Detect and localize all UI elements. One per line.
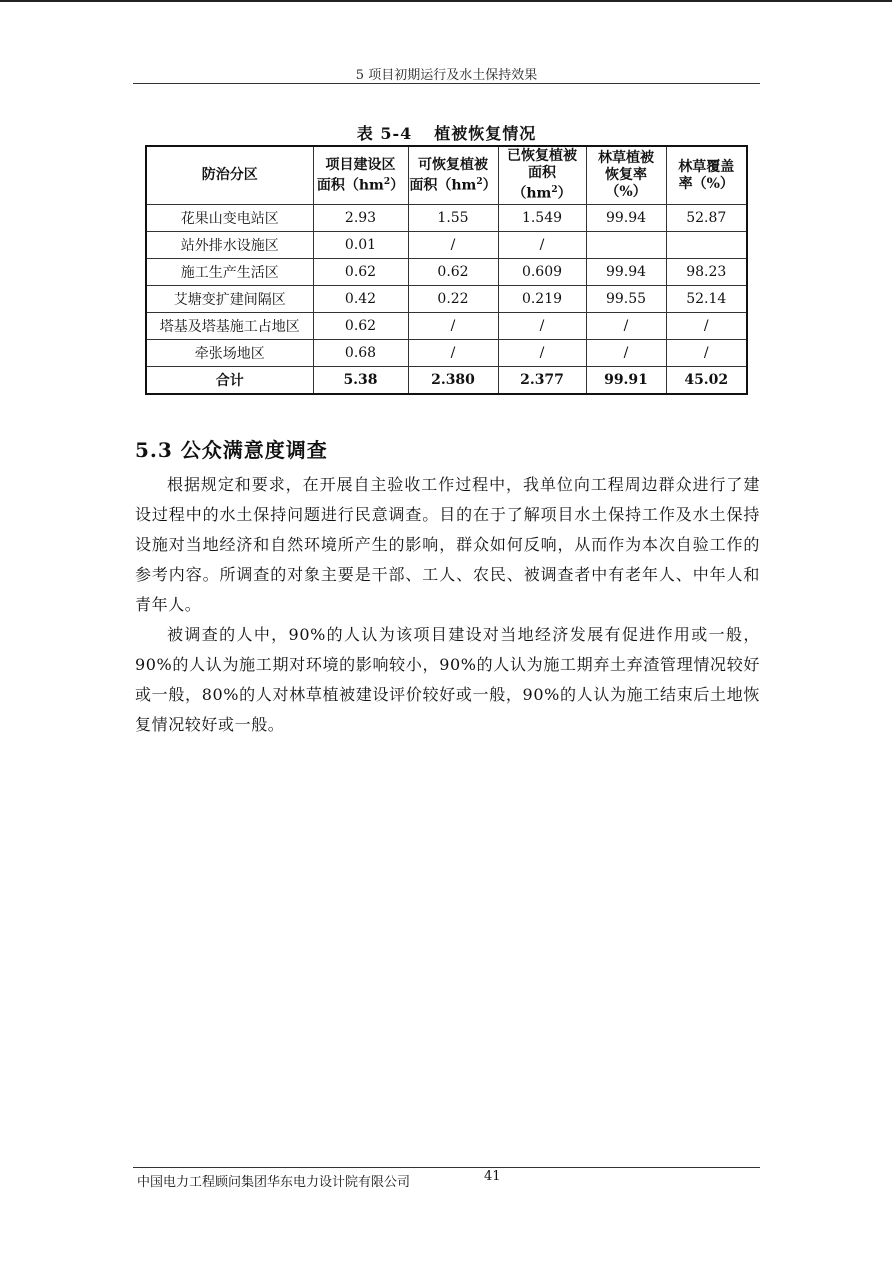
header-restorable-area: 可恢复植被 面积$(hm^2)$ xyxy=(408,146,498,205)
cell-restored-area: 0.219 xyxy=(498,286,586,313)
cell-construction-area: 0.01 xyxy=(313,232,408,259)
cell-construction-area: 0.62 xyxy=(313,259,408,286)
header-divider xyxy=(133,83,760,84)
total-restored-area: 2.377 xyxy=(498,367,586,395)
table-header-row xyxy=(146,146,747,205)
page-number: 41 xyxy=(484,1169,501,1184)
table-row xyxy=(146,205,747,232)
cell-recovery-rate: 99.94 xyxy=(586,205,666,232)
cell-restored-area: 0.609 xyxy=(498,259,586,286)
table-row xyxy=(146,340,747,367)
total-restorable-area: 2.380 xyxy=(408,367,498,395)
cell-restored-area: / xyxy=(498,232,586,259)
cell-coverage-rate: 52.87 xyxy=(666,205,747,232)
cell-recovery-rate: 99.94 xyxy=(586,259,666,286)
cell-zone: 牵张场地区 xyxy=(146,340,313,367)
cell-construction-area: 0.42 xyxy=(313,286,408,313)
cell-construction-area: 2.93 xyxy=(313,205,408,232)
cell-zone: 花果山变电站区 xyxy=(146,205,313,232)
cell-restorable-area: / xyxy=(408,340,498,367)
cell-coverage-rate: / xyxy=(666,313,747,340)
paragraph: 被调查的人中，90%的人认为该项目建设对当地经济发展有促进作用或一般，90%的人认为施工期对环境的影响较小，90%的人认为施工期弃土弃渣管理情况较好或一般，80%的人对林草植被建设评价较好或一般，90%的人认为施工结束后土地恢复情况较好或一般。 xyxy=(135,625,760,734)
cell-coverage-rate: 98.23 xyxy=(666,259,747,286)
cell-restorable-area: 1.55 xyxy=(408,205,498,232)
table-caption xyxy=(145,121,748,144)
cell-zone: 站外排水设施区 xyxy=(146,232,313,259)
total-coverage-rate: 45.02 xyxy=(666,367,747,395)
cell-restorable-area: 0.62 xyxy=(408,259,498,286)
header-restored-area: 已恢复植被 面积$(hm^2)$ xyxy=(498,146,586,205)
section-heading: 5.3 公众满意度调查 xyxy=(135,438,328,462)
table-row xyxy=(146,259,747,286)
cell-restorable-area: / xyxy=(408,232,498,259)
running-header: 5 项目初期运行及水土保持效果 xyxy=(355,68,538,83)
vegetation-recovery-table xyxy=(145,145,748,395)
header-recovery-rate: 林草植被 恢复率 （%） xyxy=(586,146,666,205)
cell-construction-area: 0.68 xyxy=(313,340,408,367)
table-total-row xyxy=(146,367,747,395)
cell-coverage-rate xyxy=(666,232,747,259)
footer-divider xyxy=(133,1167,760,1168)
cell-coverage-rate: / xyxy=(666,340,747,367)
cell-recovery-rate xyxy=(586,232,666,259)
page-top-border xyxy=(0,0,892,2)
section-body xyxy=(135,470,760,740)
table-row xyxy=(146,286,747,313)
table-row xyxy=(146,313,747,340)
total-recovery-rate: 99.91 xyxy=(586,367,666,395)
cell-restorable-area: / xyxy=(408,313,498,340)
header-construction-area: 项目建设区 面积$(hm^2)$ xyxy=(313,146,408,205)
total-label: 合计 xyxy=(146,367,313,395)
header-coverage-rate: 林草覆盖 率（%） xyxy=(666,146,747,205)
cell-restored-area: 1.549 xyxy=(498,205,586,232)
cell-recovery-rate: 99.55 xyxy=(586,286,666,313)
cell-recovery-rate: / xyxy=(586,313,666,340)
footer-organization: 中国电力工程顾问集团华东电力设计院有限公司 xyxy=(137,1175,411,1190)
cell-restorable-area: 0.22 xyxy=(408,286,498,313)
table-caption-number: 表 5-4 xyxy=(356,124,413,143)
cell-recovery-rate: / xyxy=(586,340,666,367)
total-construction-area: 5.38 xyxy=(313,367,408,395)
cell-restored-area: / xyxy=(498,313,586,340)
cell-construction-area: 0.62 xyxy=(313,313,408,340)
paragraph: 根据规定和要求，在开展自主验收工作过程中，我单位向工程周边群众进行了建设过程中的水土保持问题进行民意调查。目的在于了解项目水土保持工作及水土保持设施对当地经济和自然环境所产生的影响，群众如何反响，从而作为本次自验工作的参考内容。所调查的对象主要是干部、工人、农民、被调查者中有老年人、中年人和青年人。 xyxy=(135,475,760,614)
table-caption-title: 植被恢复情况 xyxy=(434,124,537,143)
cell-zone: 艾塘变扩建间隔区 xyxy=(146,286,313,313)
cell-zone: 施工生产生活区 xyxy=(146,259,313,286)
cell-coverage-rate: 52.14 xyxy=(666,286,747,313)
table-row xyxy=(146,232,747,259)
cell-restored-area: / xyxy=(498,340,586,367)
header-zone: 防治分区 xyxy=(146,146,313,205)
cell-zone: 塔基及塔基施工占地区 xyxy=(146,313,313,340)
